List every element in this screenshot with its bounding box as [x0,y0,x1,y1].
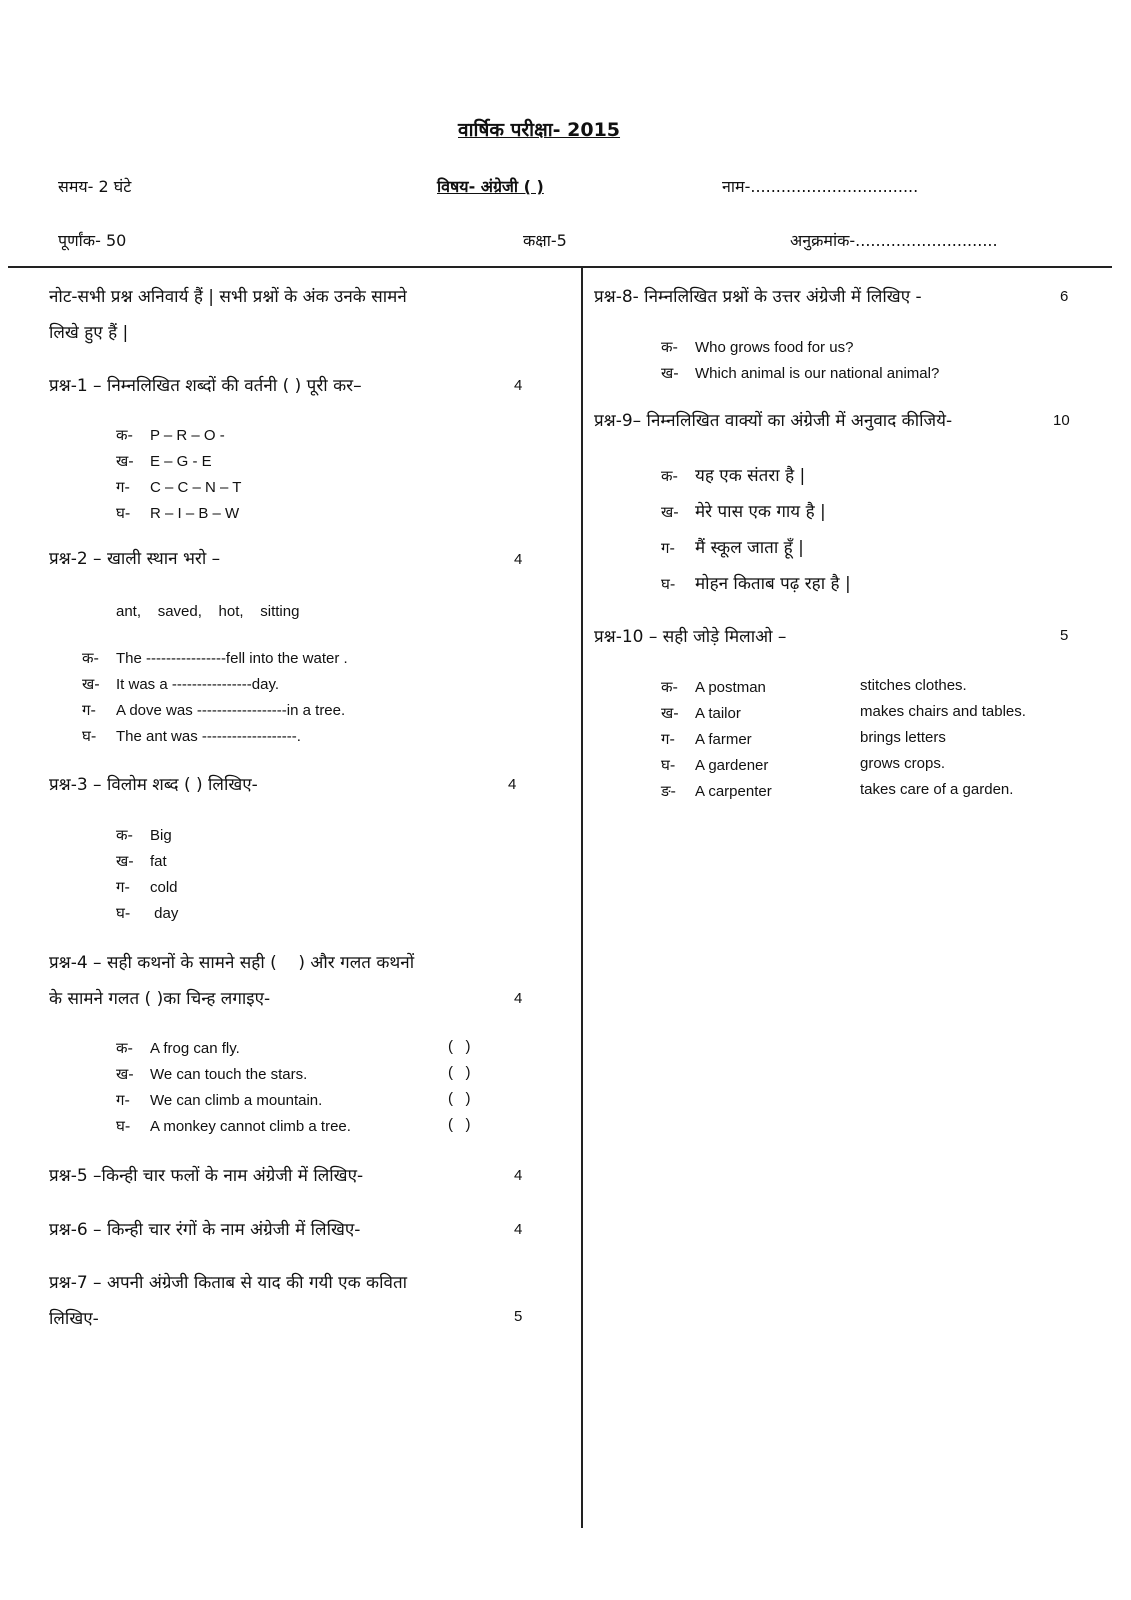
item-label: घ- [82,727,97,745]
exam-title: वार्षिक परीक्षा- 2015 [458,119,621,141]
question-2-marks: 4 [514,551,523,568]
item-label: ख- [661,364,679,382]
item-label: घ- [116,1117,131,1135]
list-item [661,535,804,558]
list-item [116,903,178,923]
item-text: यह एक संतरा है | [695,466,806,486]
item-label: ग- [116,1091,130,1109]
item-label: ख- [116,452,134,470]
item-right: brings letters [860,729,946,746]
item-label: घ- [116,904,131,922]
item-label: ग- [661,539,675,557]
answer-box: ( ) [448,1090,471,1107]
item-text: E – G - E [150,453,212,470]
item-label: घ- [661,575,676,593]
question-1-marks: 4 [514,377,523,394]
list-item [116,825,172,845]
time-allowed: समय- 2 घंटे [58,177,132,196]
list-item [661,463,805,486]
item-label: ख- [661,704,679,722]
question-5-marks: 4 [514,1167,523,1184]
item-label: क- [116,1039,133,1057]
item-text: Which animal is our national animal? [695,365,940,382]
list-item [661,499,826,522]
list-item [661,703,741,723]
column-divider [581,268,583,1528]
answer-box: ( ) [448,1064,471,1081]
question-6-title: प्रश्न-6 – किन्ही चार रंगों के नाम अंग्रेजी में लिखिए- [49,1220,361,1240]
item-right: takes care of a garden. [860,781,1014,798]
item-text: cold [150,879,178,896]
item-label: ग- [661,730,675,748]
item-left: A gardener [695,757,769,774]
item-text: Who grows food for us? [695,339,854,356]
item-label: क- [116,826,133,844]
item-text: A frog can fly. [150,1040,240,1057]
item-label: ख- [116,852,134,870]
item-text: मोहन किताब पढ़ रहा है | [695,574,851,594]
note-line-1: नोट-सभी प्रश्न अनिवार्य हैं | सभी प्रश्नों के अंक उनके सामने [49,287,407,307]
question-4-line-1: प्रश्न-4 – सही कथनों के सामने सही ( ) और गलत कथनों [49,953,415,973]
item-label: क- [661,338,678,356]
item-label: क- [661,678,678,696]
item-label: घ- [661,756,676,774]
item-left: A tailor [695,705,741,722]
answer-box: ( ) [448,1116,471,1133]
question-3-marks: 4 [508,776,517,793]
item-text: Big [150,827,172,844]
header-divider [8,266,1112,268]
note-line-2: लिखे हुए हैं | [49,323,129,343]
item-right: makes chairs and tables. [860,703,1026,720]
list-item [82,674,279,694]
question-1-title: प्रश्न-1 – निम्नलिखित शब्दों की वर्तनी ( ) पूरी कर– [49,376,362,396]
question-7-marks: 5 [514,1308,523,1325]
item-label: ङ- [661,782,676,800]
item-text: C – C – N – T [150,479,242,496]
question-7-line-2: लिखिए- [49,1309,99,1329]
question-2-title: प्रश्न-2 – खाली स्थान भरो – [49,549,221,569]
item-label: ग- [82,701,96,719]
list-item [116,1064,307,1084]
item-label: ख- [116,1065,134,1083]
item-label: ग- [116,478,130,496]
list-item [661,571,851,594]
item-label: ख- [82,675,100,693]
list-item [116,851,167,871]
question-4-marks: 4 [514,990,523,1007]
item-text: fat [150,853,167,870]
item-text: मैं स्कूल जाता हूँ | [695,538,804,558]
item-right: grows crops. [860,755,946,772]
question-7-line-1: प्रश्न-7 – अपनी अंग्रेजी किताब से याद की गयी एक कविता [49,1273,408,1293]
question-6-marks: 4 [514,1221,523,1238]
question-8-marks: 6 [1060,288,1069,305]
question-10-marks: 5 [1060,627,1069,644]
item-text: R – I – B – W [150,505,240,522]
item-label: ग- [116,878,130,896]
list-item [661,729,752,749]
item-text: A dove was ------------------in a tree. [116,702,346,719]
student-name-field: नाम-................................. [722,177,919,196]
list-item [82,648,348,668]
list-item [116,1116,351,1136]
item-label: घ- [116,504,131,522]
list-item [116,877,178,897]
item-left: A postman [695,679,766,696]
item-left: A farmer [695,731,752,748]
list-item [116,477,241,497]
question-4-line-2: के सामने गलत ( )का चिन्ह लगाइए- [49,989,271,1009]
answer-box: ( ) [448,1038,471,1055]
question-5-title: प्रश्न-5 –किन्ही चार फलों के नाम अंग्रेजी में लिखिए- [49,1166,364,1186]
item-text: मेरे पास एक गाय है | [695,502,826,522]
question-3-title: प्रश्न-3 – विलोम शब्द ( ) लिखिए- [49,775,258,795]
item-label: क- [661,467,678,485]
question-8-title: प्रश्न-8- निम्नलिखित प्रश्नों के उत्तर अंग्रेजी में लिखिए - [594,287,922,307]
list-item [116,1038,240,1058]
list-item [82,700,345,720]
question-10-title: प्रश्न-10 – सही जोड़े मिलाओ – [594,627,787,647]
list-item [661,677,766,697]
item-right: stitches clothes. [860,677,967,694]
item-text: day [150,905,179,922]
max-marks: पूर्णांक- 50 [58,231,127,250]
list-item [661,363,939,383]
item-text: We can climb a mountain. [150,1092,323,1109]
roll-number-field: अनुक्रमांक-............................ [790,231,998,250]
item-text: A monkey cannot climb a tree. [150,1118,351,1135]
subject: विषय- अंग्रेजी ( ) [437,177,544,196]
item-text: The ant was -------------------. [116,728,301,745]
word-bank: ant, saved, hot, sitting [116,603,300,620]
list-item [661,781,772,801]
item-text: The ----------------fell into the water . [116,650,348,667]
class: कक्षा-5 [523,231,567,250]
item-label: क- [82,649,99,667]
list-item [116,425,225,445]
question-9-title: प्रश्न-9– निम्नलिखित वाक्यों का अंग्रेजी में अनुवाद कीजिये- [594,411,953,431]
item-left: A carpenter [695,783,772,800]
list-item [661,337,853,357]
list-item [661,755,768,775]
question-9-marks: 10 [1053,412,1070,429]
list-item [116,503,239,523]
list-item [82,726,301,746]
item-text: We can touch the stars. [150,1066,308,1083]
item-label: ख- [661,503,679,521]
item-text: It was a ----------------day. [116,676,280,693]
list-item [116,1090,322,1110]
item-text: P – R – O - [150,427,225,444]
list-item [116,451,212,471]
item-label: क- [116,426,133,444]
